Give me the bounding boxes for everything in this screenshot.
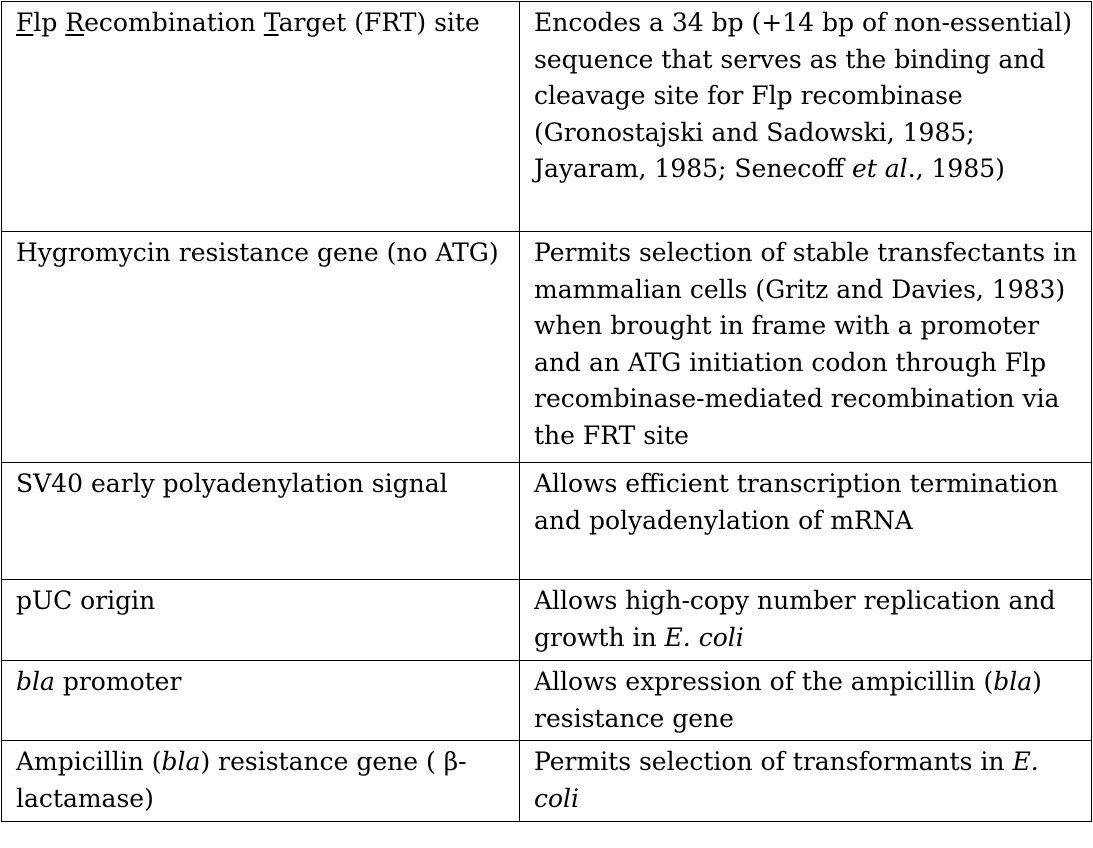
cell-text: Permits selection of stable transfectants in mammalian cells (Gritz and Davies, 1983) when brought in frame with a promoter and an ATG initiation codon through Flp recombinase-mediated recombination via the FRT site (534, 238, 1078, 450)
cell-text: SV40 early polyadenylation signal (16, 469, 448, 498)
cell-text: arget (FRT) site (278, 8, 480, 37)
cell-text: Allows efficient transcription termination and polyadenylation of mRNA (534, 469, 1059, 535)
cell-text: E. coli (534, 747, 1039, 813)
cell-text: E. coli (664, 622, 744, 652)
cell-text: lp (33, 8, 66, 37)
benefit-cell (520, 661, 1092, 741)
cell-text: ecombination (84, 8, 264, 37)
table-row (2, 232, 1092, 463)
cell-text: ) resistance gene ( β-lactamase) (16, 747, 467, 813)
cell-text: bla (16, 667, 55, 696)
benefit-cell (520, 741, 1092, 822)
benefit-cell (520, 580, 1092, 661)
feature-cell (2, 741, 520, 822)
cell-text: T (263, 8, 279, 37)
cell-text: Encodes a 34 bp (+14 bp of non-essential) sequence that serves as the binding and cleavage site for Flp recombinase (Gronostajski and Sadowski, 1985; Jayaram, 1985; Senecoff (534, 8, 1072, 183)
features-table (1, 1, 1092, 822)
cell-text: Allows expression of the ampicillin ( (534, 667, 994, 696)
feature-cell (2, 580, 520, 661)
feature-cell (2, 232, 520, 463)
cell-text: Allows high-copy number replication and growth in (534, 586, 1056, 652)
cell-text: bla (161, 747, 201, 776)
cell-text: Hygromycin resistance gene (no ATG) (16, 238, 499, 267)
feature-cell (2, 2, 520, 232)
table-row (2, 463, 1092, 580)
cell-text: pUC origin (16, 586, 156, 615)
cell-text: Ampicillin ( (16, 747, 162, 776)
cell-text: promoter (54, 667, 182, 696)
cell-text: bla (993, 667, 1033, 696)
cell-text: ., 1985) (907, 154, 1005, 183)
benefit-cell (520, 2, 1092, 232)
benefit-cell (520, 232, 1092, 463)
cell-text: Permits selection of transformants in (534, 747, 1013, 776)
cell-text: R (65, 8, 85, 37)
benefit-cell (520, 463, 1092, 580)
table-row (2, 2, 1092, 232)
cell-text: F (16, 8, 34, 37)
feature-cell (2, 463, 520, 580)
table-row (2, 580, 1092, 661)
cell-text: et al (851, 154, 908, 183)
cell-text: ) resistance gene (534, 667, 1042, 733)
table-row (2, 661, 1092, 741)
feature-cell (2, 661, 520, 741)
table-row (2, 741, 1092, 822)
